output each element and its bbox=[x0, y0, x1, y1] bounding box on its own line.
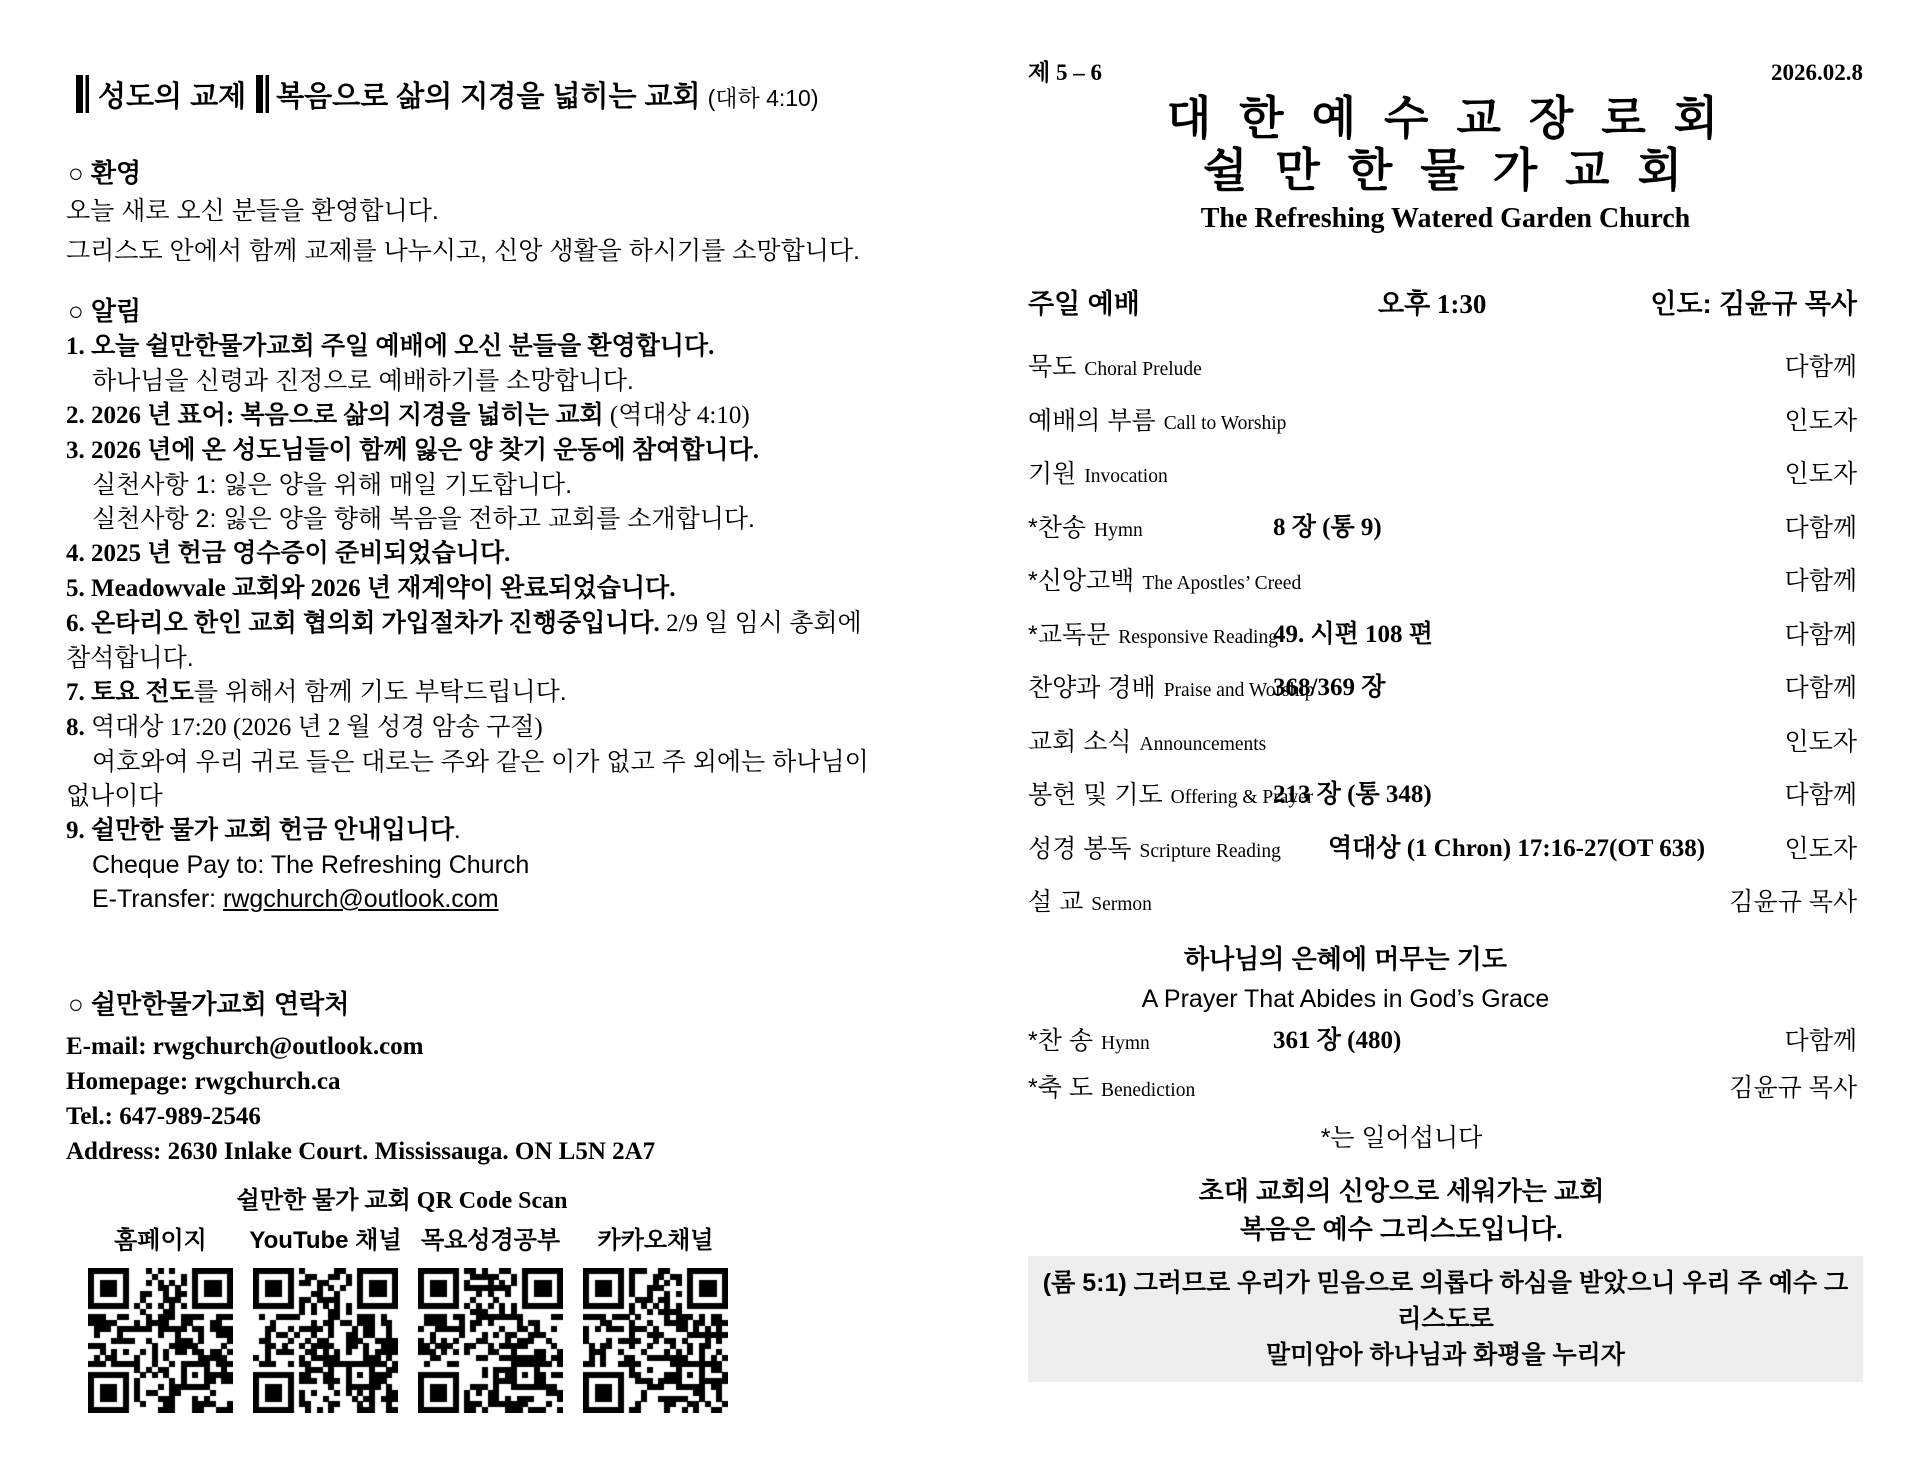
order-item-label bbox=[1028, 353, 1202, 381]
welcome-line: 오늘 새로 오신 분들을 환영합니다. bbox=[66, 197, 439, 225]
order-item-ko: 예배의 부름 bbox=[1028, 406, 1156, 435]
order-item-ko: 봉헌 및 기도 bbox=[1028, 781, 1163, 809]
notice-line bbox=[66, 536, 738, 571]
welcome-line: 그리스도 안에서 함께 교제를 나누시고, 신앙 생활을 하시기를 소망합니다. bbox=[66, 237, 860, 265]
order-row bbox=[1028, 885, 1863, 939]
notice-line bbox=[66, 433, 759, 468]
notice-text: . bbox=[454, 817, 461, 844]
order-row bbox=[1028, 832, 1863, 886]
order-item-value: 368/369 장 bbox=[1273, 674, 1386, 701]
bulletin-date: 2026.02.8 bbox=[1771, 60, 1863, 85]
order-row bbox=[1028, 1024, 1863, 1071]
order-row bbox=[1028, 1071, 1863, 1118]
qr-label: 목요성경공부 bbox=[420, 1227, 561, 1254]
order-item-label bbox=[1028, 674, 1315, 702]
order-item-participant: 김윤규 목사 bbox=[1729, 1073, 1857, 1102]
notices-heading: ○ 알림 bbox=[68, 296, 142, 326]
qr-cell bbox=[573, 1226, 738, 1418]
notice-text: 8. bbox=[66, 714, 85, 741]
order-item-participant: 다함께 bbox=[1784, 567, 1857, 595]
contact-heading: ○ 쉴만한물가교회 연락처 bbox=[68, 989, 350, 1019]
notice-line bbox=[66, 329, 738, 364]
order-item-participant: 다함께 bbox=[1784, 513, 1857, 542]
contact-line: Homepage: rwgchurch.ca bbox=[66, 1068, 341, 1095]
order-item-label bbox=[1028, 621, 1278, 649]
contact-block bbox=[66, 986, 738, 1168]
notice-line bbox=[66, 398, 750, 433]
order-item-value: 361 장 (480) bbox=[1273, 1026, 1402, 1054]
order-item-ko: *찬 송 bbox=[1028, 1026, 1093, 1055]
contact-line: Tel.: 647-989-2546 bbox=[66, 1103, 261, 1130]
order-item-ko: *교독문 bbox=[1028, 620, 1111, 649]
standing-note: *는 일어섭니다 bbox=[1320, 1123, 1483, 1152]
order-item-label bbox=[1028, 781, 1313, 809]
sermon-title-en: A Prayer That Abides in God’s Grace bbox=[1141, 984, 1550, 1013]
title-part2: 복음으로 삶의 지경을 넓히는 교회 bbox=[276, 81, 701, 113]
order-item-participant: 인도자 bbox=[1784, 406, 1857, 435]
order-item-label bbox=[1028, 407, 1286, 435]
order-row bbox=[1028, 725, 1863, 779]
order-item-ko: 묵도 bbox=[1028, 353, 1077, 381]
title-scripture-ref: (대하 4:10) bbox=[707, 85, 819, 111]
notice-line bbox=[66, 502, 755, 536]
notice-line bbox=[66, 848, 738, 882]
qr-code-image bbox=[253, 1268, 398, 1413]
verse-line-1: (롬 5:1) 그러므로 우리가 믿음으로 의롭다 하심을 받았으니 우리 주 예수 그리스도로 bbox=[1042, 1268, 1849, 1333]
notice-line bbox=[66, 745, 869, 779]
service-leader: 인도: 김윤규 목사 bbox=[1650, 289, 1857, 319]
order-item-en: Choral Prelude bbox=[1084, 359, 1202, 380]
notice-line bbox=[66, 364, 738, 398]
order-row bbox=[1028, 618, 1863, 672]
order-item-en: Scripture Reading bbox=[1139, 840, 1281, 862]
order-item-ko: *찬송 bbox=[1028, 513, 1087, 542]
order-item-en: Hymn bbox=[1094, 519, 1143, 541]
notice-email-text: rwgchurch@outlook.com bbox=[223, 885, 499, 913]
notice-line bbox=[66, 675, 738, 710]
notice-text: 9. 쉴만한 물가 교회 헌금 안내입니다 bbox=[66, 817, 455, 844]
order-item-en: Responsive Reading bbox=[1118, 626, 1278, 648]
notice-text: Cheque Pay to: The Refreshing Church bbox=[92, 851, 530, 879]
qr-heading: 쉴만한 물가 교회 QR Code Scan bbox=[236, 1188, 568, 1214]
welcome-heading: ○ 환영 bbox=[68, 158, 142, 188]
notice-text: 6. 온타리오 한인 교회 협의회 가입절차가 진행중입니다. bbox=[66, 610, 660, 637]
qr-section bbox=[66, 1186, 738, 1418]
church-name-ko: 쉴만한물가교회 bbox=[1202, 143, 1711, 197]
motto-line: 복음은 예수 그리스도입니다. bbox=[1239, 1213, 1564, 1244]
notice-text: 5. Meadowvale 교회와 2026 년 재계약이 완료되었습니다. bbox=[66, 575, 676, 602]
order-row bbox=[1028, 564, 1863, 618]
order-item-participant: 다함께 bbox=[1784, 781, 1857, 809]
order-item-ko: 교회 소식 bbox=[1028, 727, 1132, 756]
notice-line bbox=[66, 468, 738, 502]
qr-label: 카카오채널 bbox=[597, 1227, 714, 1254]
order-row bbox=[1028, 778, 1863, 832]
order-item-en: Hymn bbox=[1100, 1032, 1150, 1054]
qr-cell bbox=[243, 1226, 408, 1418]
order-row bbox=[1028, 404, 1863, 458]
order-item-participant: 인도자 bbox=[1784, 460, 1857, 488]
order-item-label bbox=[1028, 514, 1143, 542]
notice-line bbox=[66, 571, 738, 606]
order-item-label bbox=[1028, 1074, 1195, 1102]
notice-text: 2/9 일 임시 총회에 bbox=[659, 610, 862, 637]
service-title: 주일 예배 bbox=[1028, 289, 1140, 319]
notice-line bbox=[66, 882, 738, 916]
order-item-value: 49. 시편 108 편 bbox=[1273, 620, 1433, 648]
order-item-participant: 다함께 bbox=[1784, 1026, 1857, 1055]
motto-line: 초대 교회의 신앙으로 세워가는 교회 bbox=[1198, 1175, 1605, 1206]
notice-list bbox=[66, 329, 869, 916]
order-item-label bbox=[1028, 888, 1152, 916]
order-item-ko: *축 도 bbox=[1028, 1073, 1093, 1102]
service-time: 오후 1:30 bbox=[1378, 289, 1487, 319]
order-item-ko: 설 교 bbox=[1028, 888, 1084, 916]
order-item-en: Announcements bbox=[1139, 733, 1267, 755]
order-item-en: The Apostles’ Creed bbox=[1142, 573, 1302, 594]
issue-number: 제 5 – 6 bbox=[1028, 60, 1102, 85]
title-bar-icon bbox=[76, 75, 89, 113]
sermon-title-ko: 하나님의 은혜에 머무는 기도 bbox=[1183, 943, 1508, 974]
notice-line bbox=[66, 710, 738, 745]
notice-text: 실천사항 1: 잃은 양을 위해 매일 기도합니다. bbox=[92, 471, 573, 499]
order-of-worship-closing bbox=[1028, 1024, 1863, 1118]
order-item-ko: 기원 bbox=[1028, 460, 1077, 488]
qr-code-image bbox=[583, 1268, 728, 1413]
order-item-value: 213 장 (통 348) bbox=[1273, 781, 1432, 808]
notice-text: 를 위해서 함께 기도 부탁드립니다. bbox=[193, 678, 567, 706]
bulletin-left-page bbox=[66, 60, 869, 1418]
order-item-en: Call to Worship bbox=[1163, 412, 1287, 434]
order-row bbox=[1028, 671, 1863, 725]
order-item-participant: 다함께 bbox=[1784, 620, 1857, 649]
order-item-en: Offering & Prayer bbox=[1170, 787, 1314, 808]
order-item-en: Sermon bbox=[1091, 894, 1152, 915]
order-item-ko: *신앙고백 bbox=[1028, 567, 1135, 595]
order-item-label bbox=[1028, 835, 1281, 863]
welcome-lines bbox=[66, 191, 860, 271]
order-item-ko: 성경 봉독 bbox=[1028, 834, 1132, 863]
masthead-meta bbox=[1028, 58, 1863, 88]
order-item-participant: 인도자 bbox=[1784, 727, 1857, 756]
notice-text: 7. 토요 전도 bbox=[66, 679, 194, 706]
contact-lines bbox=[66, 1030, 738, 1168]
title-part1: 성도의 교제 bbox=[98, 81, 247, 113]
order-row bbox=[1028, 350, 1863, 404]
bulletin-right-page bbox=[1028, 58, 1863, 1382]
denomination-name: 대한예수교장로회 bbox=[1166, 91, 1747, 145]
order-item-participant: 다함께 bbox=[1784, 674, 1857, 702]
contact-line: E-mail: rwgchurch@outlook.com bbox=[66, 1033, 424, 1060]
order-item-value: 역대상 (1 Chron) 17:16-27(OT 638) bbox=[1328, 834, 1706, 862]
title-bar-icon bbox=[256, 75, 269, 113]
notice-text: 3. 2026 년에 온 성도님들이 함께 잃은 양 찾기 운동에 참여합니다. bbox=[66, 437, 759, 464]
qr-cell bbox=[408, 1226, 573, 1418]
order-item-value: 8 장 (통 9) bbox=[1273, 513, 1382, 541]
order-item-en: Invocation bbox=[1084, 466, 1168, 487]
notice-line bbox=[66, 606, 862, 641]
order-item-participant: 김윤규 목사 bbox=[1729, 888, 1857, 916]
qr-code-image bbox=[418, 1268, 563, 1413]
notice-text: 없나이다 bbox=[66, 782, 163, 810]
qr-code-image bbox=[88, 1268, 233, 1413]
notice-text: 역대상 17:20 (2026 년 2 월 성경 암송 구절) bbox=[84, 714, 543, 741]
order-item-en: Benediction bbox=[1100, 1079, 1196, 1101]
order-item-label bbox=[1028, 567, 1301, 595]
order-item-en: Praise and Worship bbox=[1163, 680, 1315, 701]
notice-text: 4. 2025 년 헌금 영수증이 준비되었습니다. bbox=[66, 540, 511, 567]
notice-text: 실천사항 2: 잃은 양을 향해 복음을 전하고 교회를 소개합니다. bbox=[92, 505, 755, 533]
motto-block bbox=[1028, 1172, 1775, 1248]
verse-line-2: 말미암아 하나님과 화평을 누리자 bbox=[1266, 1340, 1625, 1369]
order-of-worship bbox=[1028, 350, 1863, 939]
order-item-participant: 다함께 bbox=[1784, 353, 1857, 381]
church-name-en: The Refreshing Watered Garden Church bbox=[1200, 203, 1691, 234]
notice-line bbox=[66, 779, 738, 813]
notice-text: 2. 2026 년 표어: 복음으로 삶의 지경을 넓히는 교회 bbox=[66, 402, 604, 429]
order-item-label bbox=[1028, 1027, 1150, 1055]
notice-text: E-Transfer: bbox=[92, 885, 224, 913]
order-item-participant: 인도자 bbox=[1784, 834, 1857, 863]
notice-text: (역대상 4:10) bbox=[603, 402, 750, 429]
qr-label: 홈페이지 bbox=[114, 1227, 207, 1254]
contact-line: Address: 2630 Inlake Court. Mississauga. ON L5N 2A7 bbox=[66, 1138, 656, 1165]
order-row bbox=[1028, 511, 1863, 565]
notice-line bbox=[66, 641, 738, 675]
order-item-ko: 찬양과 경배 bbox=[1028, 674, 1156, 702]
notice-line bbox=[66, 813, 738, 848]
qr-row bbox=[66, 1226, 738, 1418]
order-item-label bbox=[1028, 728, 1266, 756]
service-header bbox=[1028, 286, 1863, 326]
notice-text: 1. 오늘 쉴만한물가교회 주일 예배에 오신 분들을 환영합니다. bbox=[66, 333, 715, 360]
notice-text: 참석합니다. bbox=[66, 644, 194, 672]
order-item-label bbox=[1028, 460, 1168, 488]
qr-cell bbox=[78, 1226, 243, 1418]
verse-box bbox=[1028, 1256, 1863, 1382]
notice-text: 여호와여 우리 귀로 들은 대로는 주와 같은 이가 없고 주 외에는 하나님이 bbox=[92, 748, 869, 776]
notice-text: 하나님을 신령과 진정으로 예배하기를 소망합니다. bbox=[92, 367, 634, 395]
qr-label: YouTube 채널 bbox=[249, 1227, 402, 1254]
page-title bbox=[76, 74, 819, 115]
order-row bbox=[1028, 457, 1863, 511]
